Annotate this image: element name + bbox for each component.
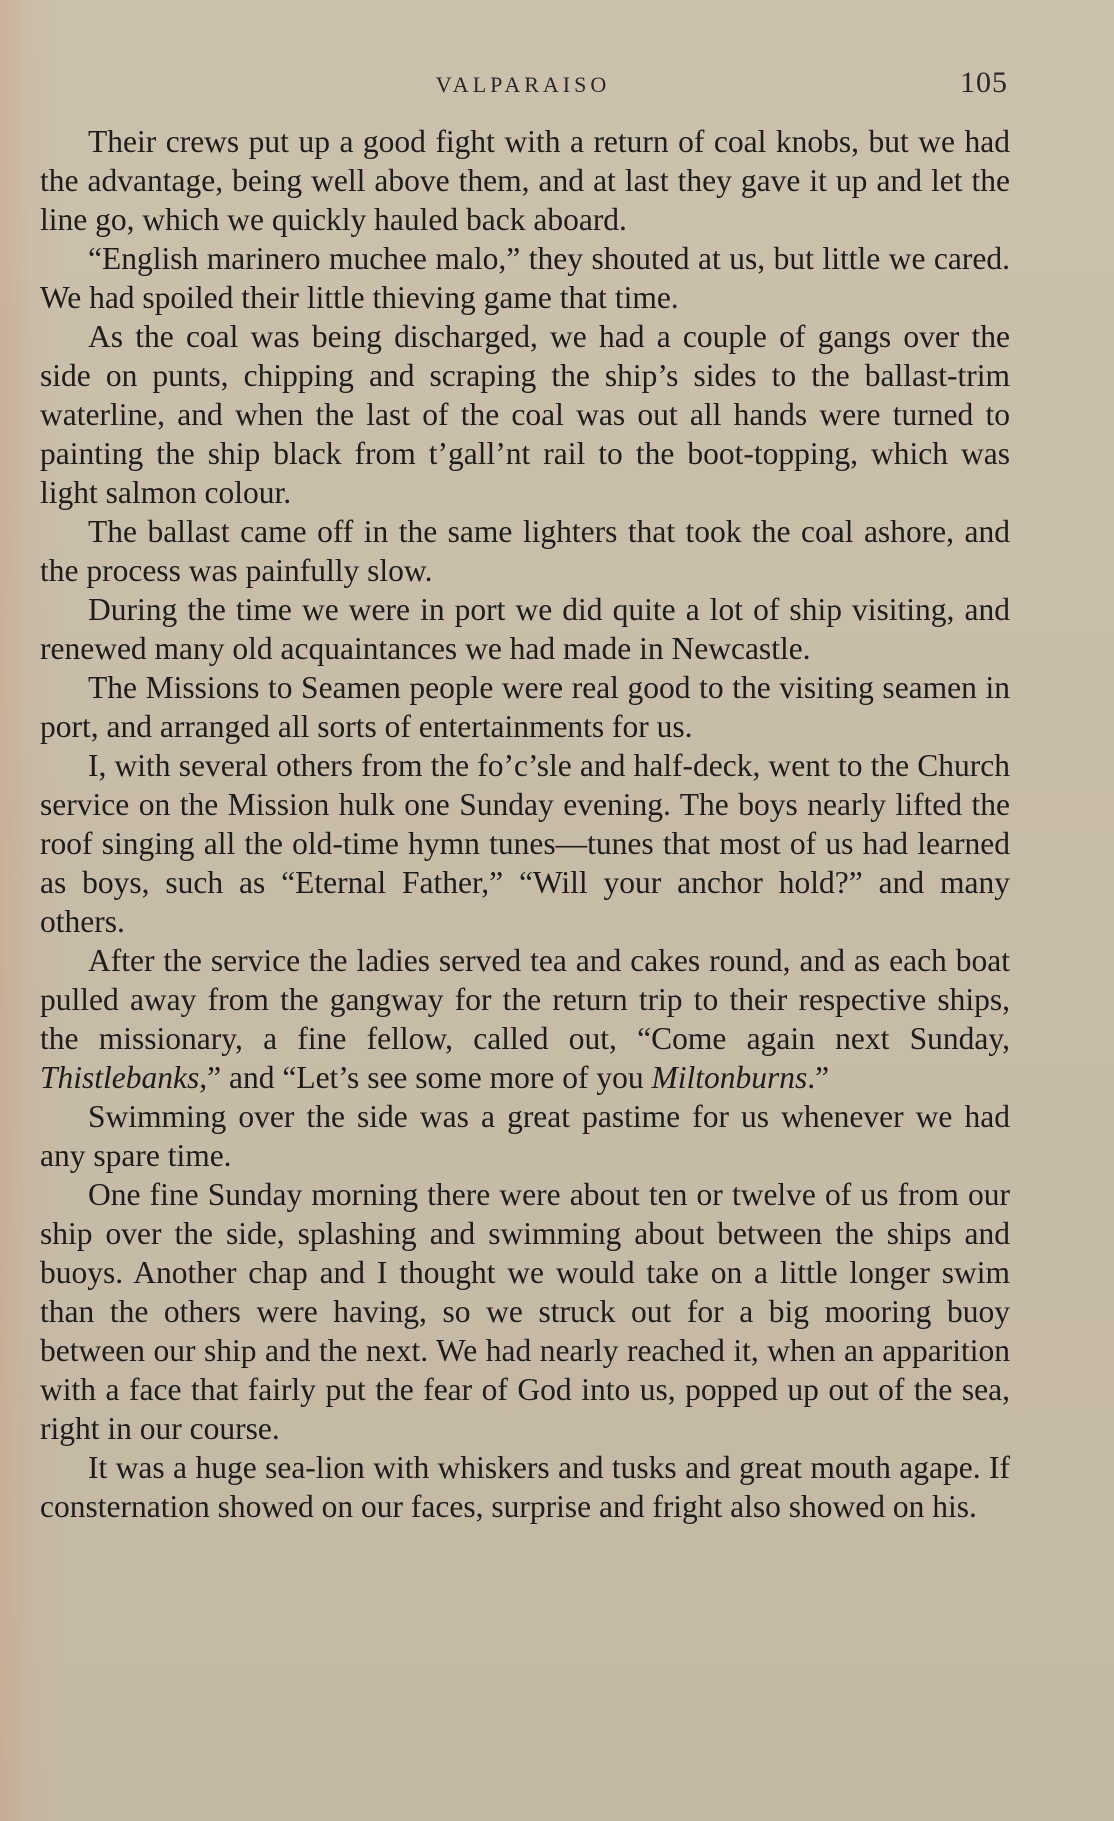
paragraph-sea-lion: It was a huge sea-lion with whiskers and tusks and great mouth agape. If consternation showed on our faces, surprise and fright also showed on his.	[40, 1450, 1010, 1524]
paragraph-missions: The Missions to Seamen people were real good to the visiting seamen in port, and arranged all sorts of entertainments for us.	[40, 670, 1010, 744]
ship-name-miltonburns: Miltonburns	[651, 1060, 808, 1095]
tea-text-part-1: After the service the ladies served tea and cakes round, and as each boat pulled away from the gangway for the return trip to their respective ships, the missionary, a fine fellow, called out, “Come again next Sunday,	[40, 943, 1010, 1056]
paragraph-coal-discharged: As the coal was being discharged, we had a couple of gangs over the side on punts, chipping and scraping the ship’s sides to the ballast-trim waterline, and when the last of the coal was out all hands were turned to painting the ship black from t’gall’nt rail to the boot-topping, which was light salmon colour.	[40, 319, 1010, 510]
paragraph-tea-and-cakes	[40, 941, 1010, 1097]
paragraph-english-marinero: “English marinero muchee malo,” they shouted at us, but little we cared. We had spoiled their little thieving game that time.	[40, 241, 1010, 315]
paragraph-swimming: Swimming over the side was a great pastime for us whenever we had any spare time.	[40, 1099, 1010, 1173]
paragraph-ship-visiting: During the time we were in port we did quite a lot of ship visiting, and renewed many old acquaintances we had made in Newcastle.	[40, 592, 1010, 666]
paragraph-coal-fight: Their crews put up a good fight with a return of coal knobs, but we had the advantage, being well above them, and at last they gave it up and let the line go, which we quickly hauled back aboard.	[40, 124, 1010, 237]
running-title: VALPARAISO	[435, 72, 611, 97]
ship-name-thistlebanks: Thistlebanks	[40, 1060, 200, 1095]
paragraph-ballast: The ballast came off in the same lighters that took the coal ashore, and the process was painfully slow.	[40, 514, 1010, 588]
tea-text-part-2: ,” and “Let’s see some more of you	[199, 1060, 652, 1095]
page-number: 105	[960, 66, 1008, 99]
paragraph-sunday-swim: One fine Sunday morning there were about ten or twelve of us from our ship over the side, splashing and swimming about between the ships and buoys. Another chap and I thought we would take on a little longer swim than the others were having, so we struck out for a big mooring buoy between our ship and the next. We had nearly reached it, when an apparition with a face that fairly put the fear of God into us, popped up out of the sea, right in our course.	[40, 1177, 1010, 1446]
paragraph-church-service: I, with several others from the fo’c’sle and half-deck, went to the Church service on the Mission hulk one Sunday evening. The boys nearly lifted the roof singing all the old-time hymn tunes—tunes that most of us had learned as boys, such as “Eternal Father,” “Will your anchor hold?” and many others.	[40, 748, 1010, 939]
tea-text-part-3: .”	[807, 1060, 830, 1095]
running-header	[38, 66, 1008, 102]
body-text	[40, 122, 1010, 1526]
